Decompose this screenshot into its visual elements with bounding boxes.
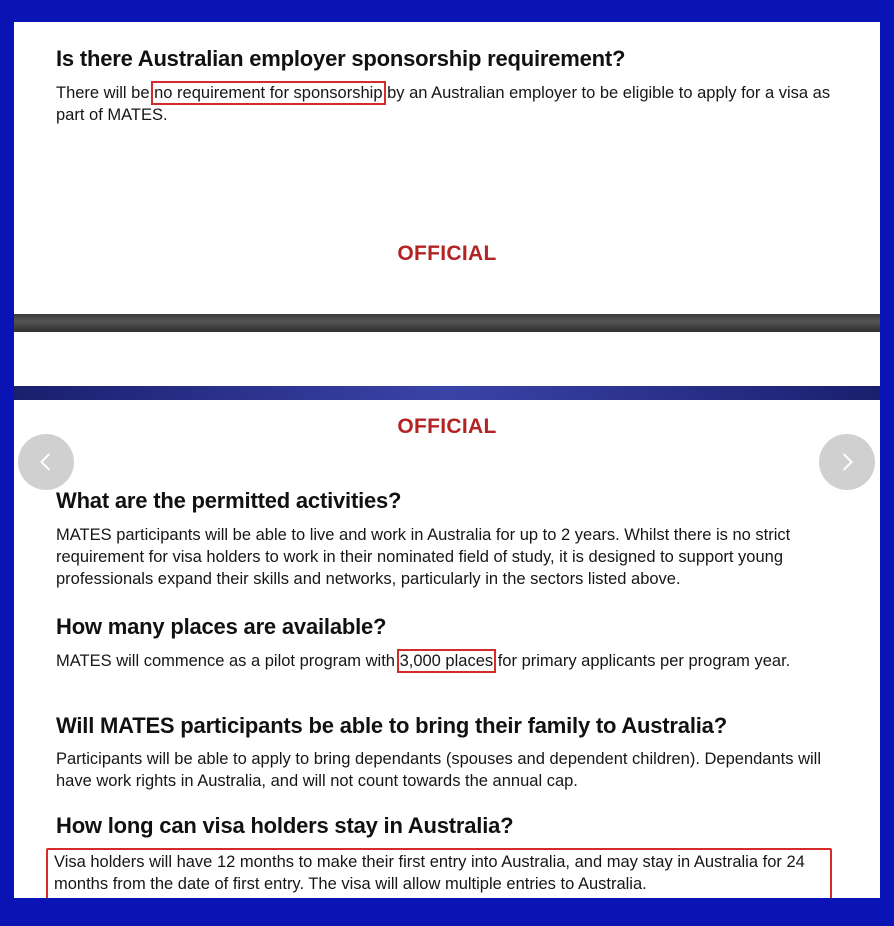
activities-paragraph: MATES participants will be able to live and work in Australia for up to 2 years. Whilst there is no strict requirement for visa holders to work in their nominated field of study, it is designed to support young professionals expand their skills and networks, particularly in the sectors listed above. xyxy=(56,526,791,588)
chevron-right-icon xyxy=(836,451,858,473)
places-paragraph xyxy=(56,650,846,672)
sponsorship-text-before: There will be xyxy=(56,84,155,102)
document-page-1 xyxy=(14,22,880,314)
family-paragraph: Participants will be able to apply to bring dependants (spouses and dependent children). Dependants will have work rights in Australia, and will not count towards the annual cap. xyxy=(56,750,821,790)
sponsorship-heading: Is there Australian employer sponsorship requirement? xyxy=(56,46,626,71)
sponsorship-paragraph xyxy=(56,82,846,126)
stay-paragraph-highlight: Visa holders will have 12 months to make their first entry into Australia, and may stay in Australia for 24 months from the date of first entry. The visa will allow multiple entries to Australia. xyxy=(46,848,832,898)
sponsorship-text-after: by an Australian employer to be eligible to apply for a visa as part of MATES. xyxy=(56,84,831,124)
activities-heading: What are the permitted activities? xyxy=(56,488,402,513)
page-separator-white xyxy=(14,332,880,386)
previous-slide-button[interactable] xyxy=(18,434,74,490)
official-label-footer: OFFICIAL xyxy=(397,242,497,265)
family-heading: Will MATES participants be able to bring their family to Australia? xyxy=(56,713,727,738)
next-slide-button[interactable] xyxy=(819,434,875,490)
places-text-before: MATES will commence as a pilot program with xyxy=(56,652,400,670)
top-frame-edge xyxy=(14,0,880,22)
chevron-left-icon xyxy=(35,451,57,473)
page-separator-blue xyxy=(14,386,880,400)
sponsorship-highlight: no requirement for sponsorship xyxy=(154,84,383,102)
places-heading: How many places are available? xyxy=(56,614,387,639)
official-label-header: OFFICIAL xyxy=(397,415,497,438)
document-page-2 xyxy=(14,400,880,898)
page-separator-dark xyxy=(14,314,880,332)
places-text-after: for primary applicants per program year. xyxy=(493,652,791,670)
stay-heading: How long can visa holders stay in Australia? xyxy=(56,813,514,838)
places-highlight: 3,000 places xyxy=(399,652,494,670)
